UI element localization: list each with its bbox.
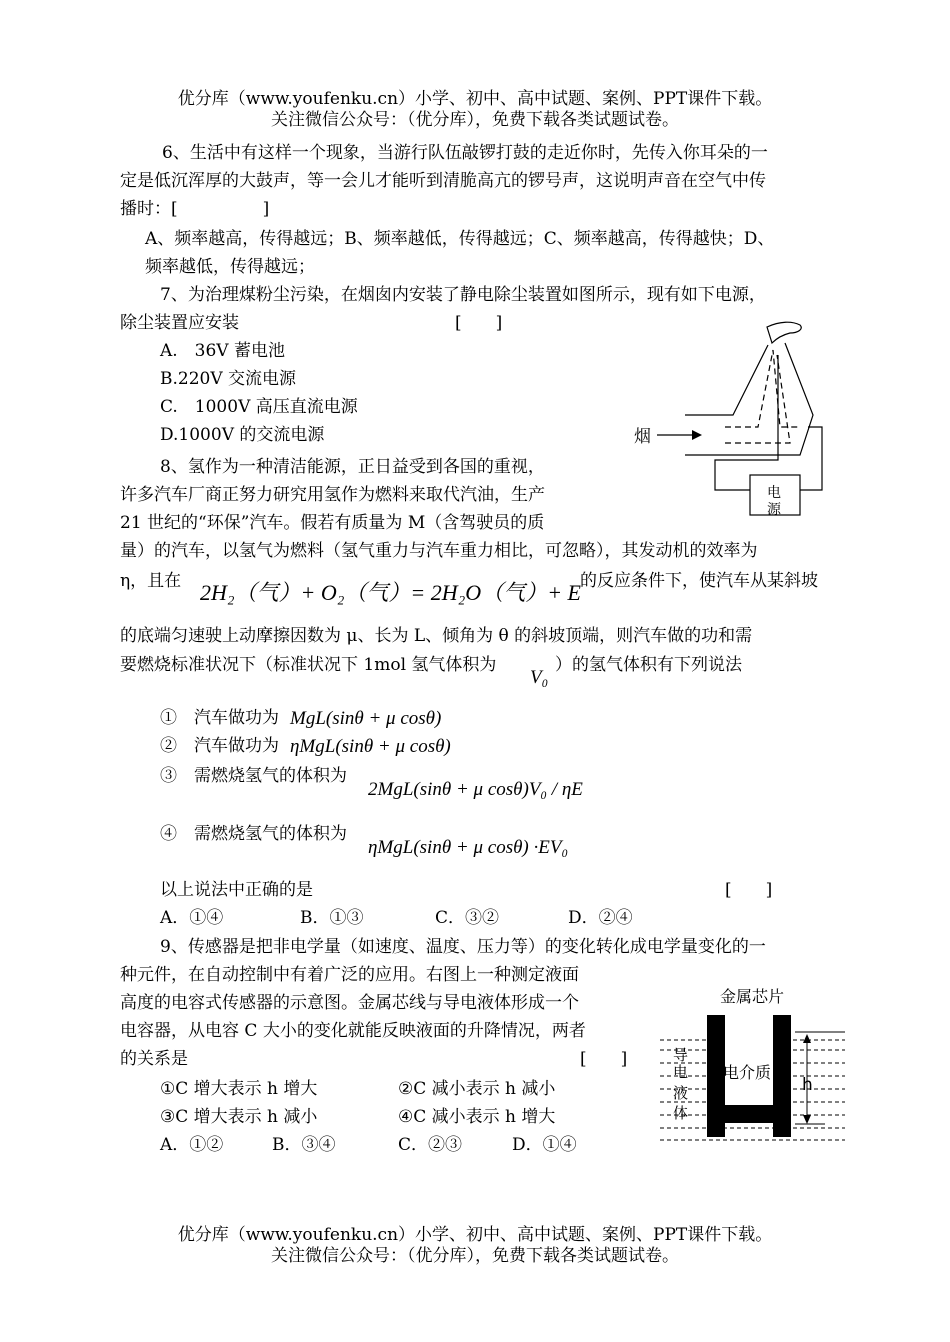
- dielectric-label: 电介质: [723, 1063, 772, 1082]
- q8-line-5b: 的反应条件下，使汽车从某斜坡: [580, 571, 818, 591]
- q8-answer-bracket: [ ]: [725, 880, 773, 900]
- smoke-arrow-head: [692, 430, 702, 440]
- q9-line-2: 种元件，在自动控制中有着广泛的应用。右图上一种测定液面: [120, 965, 579, 985]
- q8-line-1: 8、氢作为一种清洁能源，正日益受到各国的重视，: [160, 457, 545, 477]
- q7-line-1: 7、为治理煤粉尘污染，在烟囱内安装了静电除尘装置如图所示，现有如下电源，: [160, 285, 766, 305]
- q8-reaction-equation: 2H₂（气）+ O₂（气）= 2H₂O（气）+ E: [200, 580, 581, 605]
- q9-statement-4: ④C 减小表示 h 增大: [398, 1107, 556, 1127]
- smoke-label: 烟: [634, 427, 651, 447]
- q7-option-a: A. 36V 蓄电池: [160, 341, 285, 361]
- power-label-1: 电: [767, 485, 781, 501]
- q8-line-2: 许多汽车厂商正努力研究用氢作为燃料来取代汽油，生产: [120, 485, 545, 505]
- q8-option-a: A．①④: [160, 908, 224, 928]
- q6-line-2: 定是低沉浑厚的大鼓声，等一会儿才能听到清脆高亢的锣号声，这说明声音在空气中传: [120, 171, 766, 191]
- q9-statement-3: ③C 增大表示 h 减小: [160, 1107, 318, 1127]
- q8-statement-3-math: 2MgL(sinθ + μ cosθ)V₀ / ηE: [368, 779, 583, 800]
- q7-line-2: 除尘装置应安装: [120, 313, 239, 333]
- liquid-label-char-4: 体: [673, 1104, 689, 1122]
- header-line-1: 优分库（www.youfenku.cn）小学、初中、高中试题、案例、PPT课件下载。: [177, 89, 773, 109]
- metal-core-label: 金属芯片: [720, 987, 785, 1006]
- q8-option-c: C．③②: [435, 908, 500, 928]
- liquid-label-char-1: 导: [673, 1046, 689, 1064]
- q9-option-d: D．①④: [512, 1135, 577, 1155]
- q8-line-4: 量）的汽车，以氢气为燃料（氢气重力与汽车重力相比，可忽略），其发动机的效率为: [120, 541, 758, 561]
- q8-conclusion: 以上说法中正确的是: [160, 880, 313, 900]
- electrode-dashed-2: [725, 355, 790, 443]
- q6-line-3: 播时：[ ]: [120, 199, 270, 219]
- q8-statement-2-label: ② 汽车做功为: [160, 736, 279, 756]
- dielectric-area: [725, 1015, 773, 1105]
- metal-core-crossbar: [707, 1105, 791, 1123]
- q8-line-6: 的底端匀速驶上动摩擦因数为 μ、长为 L、倾角为 θ 的斜坡顶端，则汽车做的功和需: [120, 626, 753, 646]
- h-arrow-top: [803, 1034, 811, 1043]
- q7-answer-bracket: [ ]: [455, 313, 503, 333]
- q9-line-5: 的关系是: [120, 1049, 188, 1069]
- header-line-2: 关注微信公众号：（优分库），免费下载各类试题试卷。: [271, 110, 679, 130]
- q8-statement-4-math: ηMgL(sinθ + μ cosθ) ·EV₀: [368, 837, 569, 858]
- q9-line-4: 电容器，从电容 C 大小的变化就能反映液面的升降情况，两者: [120, 1021, 586, 1041]
- h-label: h: [802, 1075, 813, 1095]
- q9-line-1: 9、传感器是把非电学量（如速度、温度、压力等）的变化转化成电学量变化的一: [160, 937, 766, 957]
- q9-statement-1: ①C 增大表示 h 增大: [160, 1079, 318, 1099]
- q8-statement-4-label: ④ 需燃烧氢气的体积为: [160, 824, 347, 844]
- q7-option-b: B.220V 交流电源: [160, 369, 297, 389]
- q9-option-b: B．③④: [272, 1135, 336, 1155]
- q8-v0: V₀: [530, 667, 549, 688]
- q8-option-b: B．①③: [300, 908, 364, 928]
- q7-option-c: C. 1000V 高压直流电源: [160, 397, 358, 417]
- smoke-plume-shape: [767, 322, 801, 343]
- chimney-right-wall: [685, 343, 813, 455]
- electrode-dashed-1: [725, 350, 798, 427]
- q9-statement-2: ②C 减小表示 h 减小: [398, 1079, 556, 1099]
- wire-right: [800, 427, 822, 490]
- q8-line-7b: ）的氢气体积有下列说法: [555, 655, 742, 675]
- q8-line-5a: η，且在: [120, 571, 182, 591]
- q6-options-line-1: A、频率越高，传得越远；B、频率越低，传得越远；C、频率越高，传得越快；D、: [145, 229, 775, 249]
- q7-option-d: D.1000V 的交流电源: [160, 425, 325, 445]
- power-label-2: 源: [767, 502, 781, 518]
- q9-option-c: C．②③: [398, 1135, 463, 1155]
- q9-option-a: A．①②: [160, 1135, 224, 1155]
- q6-line-1: 6、生活中有这样一个现象，当游行队伍敲锣打鼓的走近你时，先传入你耳朵的一: [162, 143, 768, 163]
- q8-statement-2-math: ηMgL(sinθ + μ cosθ): [290, 736, 451, 757]
- chimney-left-wall: [685, 345, 768, 415]
- liquid-label-char-2: 电: [673, 1063, 689, 1081]
- q9-line-3: 高度的电容式传感器的示意图。金属芯线与导电液体形成一个: [120, 993, 579, 1013]
- q9-answer-bracket: [ ]: [580, 1049, 628, 1069]
- q8-option-d: D．②④: [568, 908, 633, 928]
- capacitive-sensor-figure: [655, 980, 855, 1150]
- q8-statement-3-label: ③ 需燃烧氢气的体积为: [160, 766, 347, 786]
- q8-line-7a: 要燃烧标准状况下（标准状况下 1mol 氢气体积为: [120, 655, 497, 675]
- liquid-label-char-3: 液: [673, 1084, 689, 1102]
- q8-statement-1-math: MgL(sinθ + μ cosθ): [290, 708, 442, 729]
- footer-line-2: 关注微信公众号：（优分库），免费下载各类试题试卷。: [271, 1246, 679, 1266]
- q8-line-3: 21 世纪的“环保”汽车。假若有质量为 M（含驾驶员的质: [120, 513, 545, 533]
- footer-line-1: 优分库（www.youfenku.cn）小学、初中、高中试题、案例、PPT课件下载。: [177, 1225, 773, 1245]
- q6-options-line-2: 频率越低，传得越远；: [145, 257, 315, 277]
- h-arrow-bottom: [803, 1115, 811, 1124]
- q8-statement-1-label: ① 汽车做功为: [160, 708, 279, 728]
- precipitator-figure: [630, 315, 840, 520]
